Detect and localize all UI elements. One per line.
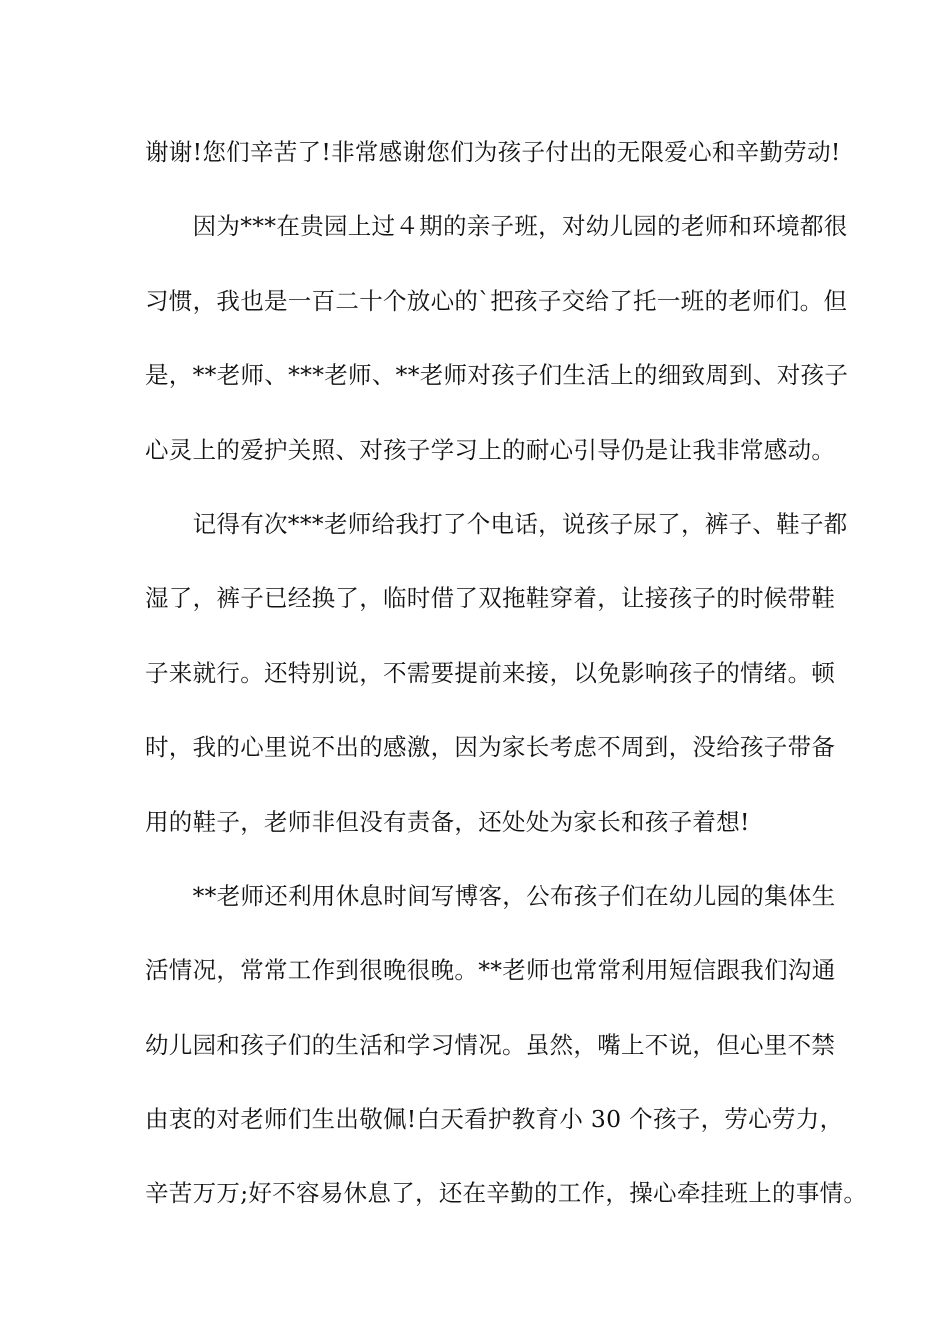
text-line: 辛苦万万;好不容易休息了，还在辛勤的工作，操心牵挂班上的事情。 [145,1179,868,1208]
text-line: 子来就行。还特别说，不需要提前来接，以免影响孩子的情绪。顿 [145,658,836,687]
text-line: 湿了，裤子已经换了，临时借了双拖鞋穿着，让接孩子的时候带鞋 [145,584,836,613]
document-body [145,131,868,1247]
text-line: 时，我的心里说不出的感激，因为家长考虑不周到，没给孩子带备 [145,733,836,762]
text-line: 因为***在贵园上过４期的亲子班，对幼儿园的老师和环境都很 [145,212,848,241]
text-line: 谢谢!您们辛苦了!非常感谢您们为孩子付出的无限爱心和辛勤劳动! [145,138,841,166]
text-line: 是，**老师、***老师、**老师对孩子们生活上的细致周到、对孩子 [145,361,849,390]
text-line: 由衷的对老师们生出敬佩!白天看护教育小 30 个孩子，劳心劳力， [145,1105,844,1134]
text-line: 心灵上的爱护关照、对孩子学习上的耐心引导仍是让我非常感动。 [145,435,836,464]
text-line: 记得有次***老师给我打了个电话，说孩子尿了，裤子、鞋子都 [145,509,848,538]
text-line: 用的鞋子，老师非但没有责备，还处处为家长和孩子着想! [145,807,750,836]
text-line: 习惯，我也是一百二十个放心的`把孩子交给了托一班的老师们。但 [145,286,848,315]
text-line: 活情况，常常工作到很晚很晚。**老师也常常利用短信跟我们沟通 [145,956,836,985]
text-line: 幼儿园和孩子们的生活和学习情况。虽然，嘴上不说，但心里不禁 [145,1030,836,1059]
text-line: **老师还利用休息时间写博客，公布孩子们在幼儿园的集体生 [145,881,836,910]
